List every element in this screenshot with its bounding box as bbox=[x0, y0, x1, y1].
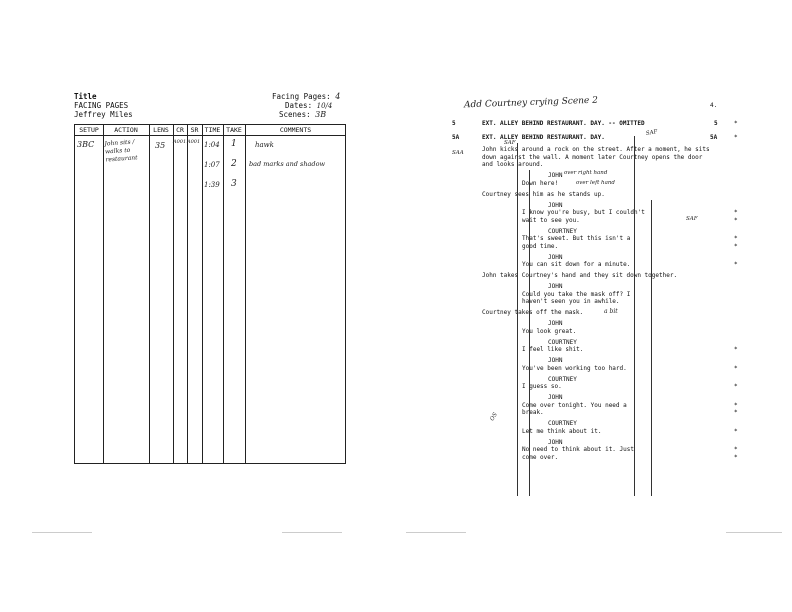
scan-edge bbox=[32, 532, 92, 533]
log-table bbox=[74, 124, 346, 464]
coverage-line bbox=[529, 170, 530, 496]
character-name: COURTNEY bbox=[548, 375, 577, 383]
cell-comment: bad marks and shadow bbox=[249, 160, 326, 168]
dialogue-line: Come over tonight. You need a bbox=[522, 401, 627, 409]
cell-sr: A001 bbox=[187, 139, 201, 145]
dialogue-line: You've been working too hard. bbox=[522, 364, 627, 372]
dialogue-line: You look great. bbox=[522, 327, 577, 335]
col-comments: COMMENTS bbox=[279, 126, 312, 134]
scan-edge bbox=[726, 532, 782, 533]
revision-star: * bbox=[734, 209, 738, 216]
dialogue-line: No need to think about it. Just bbox=[522, 446, 634, 453]
log-subtitle: FACING PAGES bbox=[74, 101, 129, 110]
note-saf: SAF bbox=[645, 129, 658, 137]
dialogue-line: Let me think about it. bbox=[522, 427, 602, 435]
col-cr: CR bbox=[176, 126, 184, 134]
scene-heading: EXT. ALLEY BEHIND RESTAURANT. DAY. -- OMITTED bbox=[482, 120, 645, 127]
cell-take: 2 bbox=[231, 159, 237, 169]
lined-script-page bbox=[396, 0, 792, 612]
revision-star: * bbox=[734, 261, 738, 268]
header-divider bbox=[75, 135, 345, 136]
cell-take: 1 bbox=[231, 139, 237, 149]
character-name: COURTNEY bbox=[548, 420, 577, 427]
col-action: ACTION bbox=[114, 126, 138, 134]
revision-star: * bbox=[734, 427, 738, 435]
cell-time: 1:07 bbox=[204, 161, 220, 169]
character-name: JOHN bbox=[548, 172, 563, 179]
col-divider bbox=[202, 125, 203, 463]
cell-action: John sits / walks to restaurant bbox=[104, 138, 138, 164]
col-divider bbox=[223, 125, 224, 463]
note-side: OS bbox=[489, 411, 499, 423]
revision-star: * bbox=[734, 364, 738, 372]
cell-time: 1:04 bbox=[204, 141, 220, 149]
handwritten-header: Add Courtney crying Scene 2 bbox=[463, 95, 599, 111]
character-name: JOHN bbox=[548, 283, 563, 290]
col-divider bbox=[187, 125, 188, 463]
character-name: JOHN bbox=[548, 253, 563, 261]
scan-edge bbox=[282, 532, 342, 533]
dialogue-line: Down here! bbox=[522, 179, 559, 187]
scene-number: 5A bbox=[710, 134, 718, 141]
action-line: John takes Courtney's hand and they sit down together. bbox=[482, 272, 678, 279]
note-saf: SAF bbox=[504, 140, 516, 146]
note-a-bit: a bit bbox=[604, 308, 618, 315]
facing-pages: Facing Pages: 4 bbox=[272, 92, 341, 101]
action-line: down against the wall. A moment later Courtney opens the door bbox=[482, 153, 703, 161]
revision-star: * bbox=[734, 134, 738, 141]
revision-star: * bbox=[734, 383, 738, 390]
dialogue-line: I feel like shit. bbox=[522, 346, 584, 353]
col-divider bbox=[103, 125, 104, 463]
action-line: John kicks around a rock on the street. After a moment, he sits bbox=[482, 146, 710, 153]
scenes: Scenes: 3B bbox=[279, 110, 327, 119]
scene-number: 5 bbox=[452, 120, 456, 127]
dialogue-line: break. bbox=[522, 409, 544, 416]
scan-edge bbox=[406, 532, 466, 533]
character-name: JOHN bbox=[548, 201, 563, 209]
character-name: COURTNEY bbox=[548, 227, 577, 235]
scene-number: 5A bbox=[452, 134, 460, 141]
cell-cr: A001 bbox=[173, 139, 187, 145]
dialogue-line: You can sit down for a minute. bbox=[522, 261, 631, 268]
log-title: Title bbox=[74, 92, 97, 101]
action-line: Courtney sees him as he stands up. bbox=[482, 190, 605, 198]
character-name: COURTNEY bbox=[548, 338, 577, 346]
revision-star: * bbox=[734, 242, 738, 250]
dialogue-line: good time. bbox=[522, 242, 559, 250]
revision-star: * bbox=[734, 346, 738, 353]
cell-time: 1:39 bbox=[204, 181, 220, 189]
cell-take: 3 bbox=[231, 179, 237, 189]
character-name: JOHN bbox=[548, 438, 563, 446]
dialogue-line: haven't seen you in awhile. bbox=[522, 298, 620, 305]
col-sr: SR bbox=[190, 126, 199, 134]
revision-star: * bbox=[734, 401, 738, 409]
note-over-left: over left hand bbox=[576, 180, 615, 186]
scene-heading: EXT. ALLEY BEHIND RESTAURANT. DAY. bbox=[482, 134, 605, 141]
scene-number: 5 bbox=[714, 120, 718, 127]
coverage-line bbox=[634, 136, 635, 496]
col-setup: SETUP bbox=[79, 126, 99, 134]
col-divider bbox=[149, 125, 150, 463]
character-name: JOHN bbox=[548, 320, 563, 327]
character-name: JOHN bbox=[548, 394, 563, 401]
col-take: TAKE bbox=[226, 126, 242, 134]
cell-setup: 3BC bbox=[77, 140, 95, 149]
col-lens: LENS bbox=[153, 126, 169, 134]
note-saa: SAA bbox=[452, 150, 464, 156]
note-saf: SAF bbox=[686, 216, 698, 222]
page-mark: 4. bbox=[710, 102, 718, 109]
col-divider bbox=[245, 125, 246, 463]
dialogue-line: wait to see you. bbox=[522, 216, 580, 224]
col-divider bbox=[173, 125, 174, 463]
revision-star: * bbox=[734, 120, 738, 127]
note-over-right: over right hand bbox=[564, 170, 608, 176]
action-line: Courtney takes off the mask. bbox=[482, 309, 584, 316]
dialogue-line: I guess so. bbox=[522, 383, 562, 390]
dates: Dates: 10/4 bbox=[285, 101, 333, 110]
revision-star: * bbox=[734, 235, 738, 242]
col-time: TIME bbox=[204, 126, 221, 134]
dialogue-line: Could you take the mask off? I bbox=[522, 290, 631, 298]
coverage-line bbox=[517, 143, 518, 496]
revision-star: * bbox=[734, 409, 738, 416]
action-line: and looks around. bbox=[482, 161, 544, 168]
cell-comment: hawk bbox=[255, 141, 274, 149]
dialogue-line: That's sweet. But this isn't a bbox=[522, 235, 631, 242]
revision-star: * bbox=[734, 216, 738, 224]
revision-star: * bbox=[734, 453, 738, 461]
dialogue-line: I know you're busy, but I couldn't bbox=[522, 209, 645, 216]
revision-star: * bbox=[734, 446, 738, 453]
coverage-line bbox=[651, 200, 652, 496]
log-author: Jeffrey Miles bbox=[74, 110, 133, 119]
character-name: JOHN bbox=[548, 357, 563, 364]
dialogue-line: come over. bbox=[522, 453, 559, 461]
cell-lens: 35 bbox=[155, 141, 166, 150]
